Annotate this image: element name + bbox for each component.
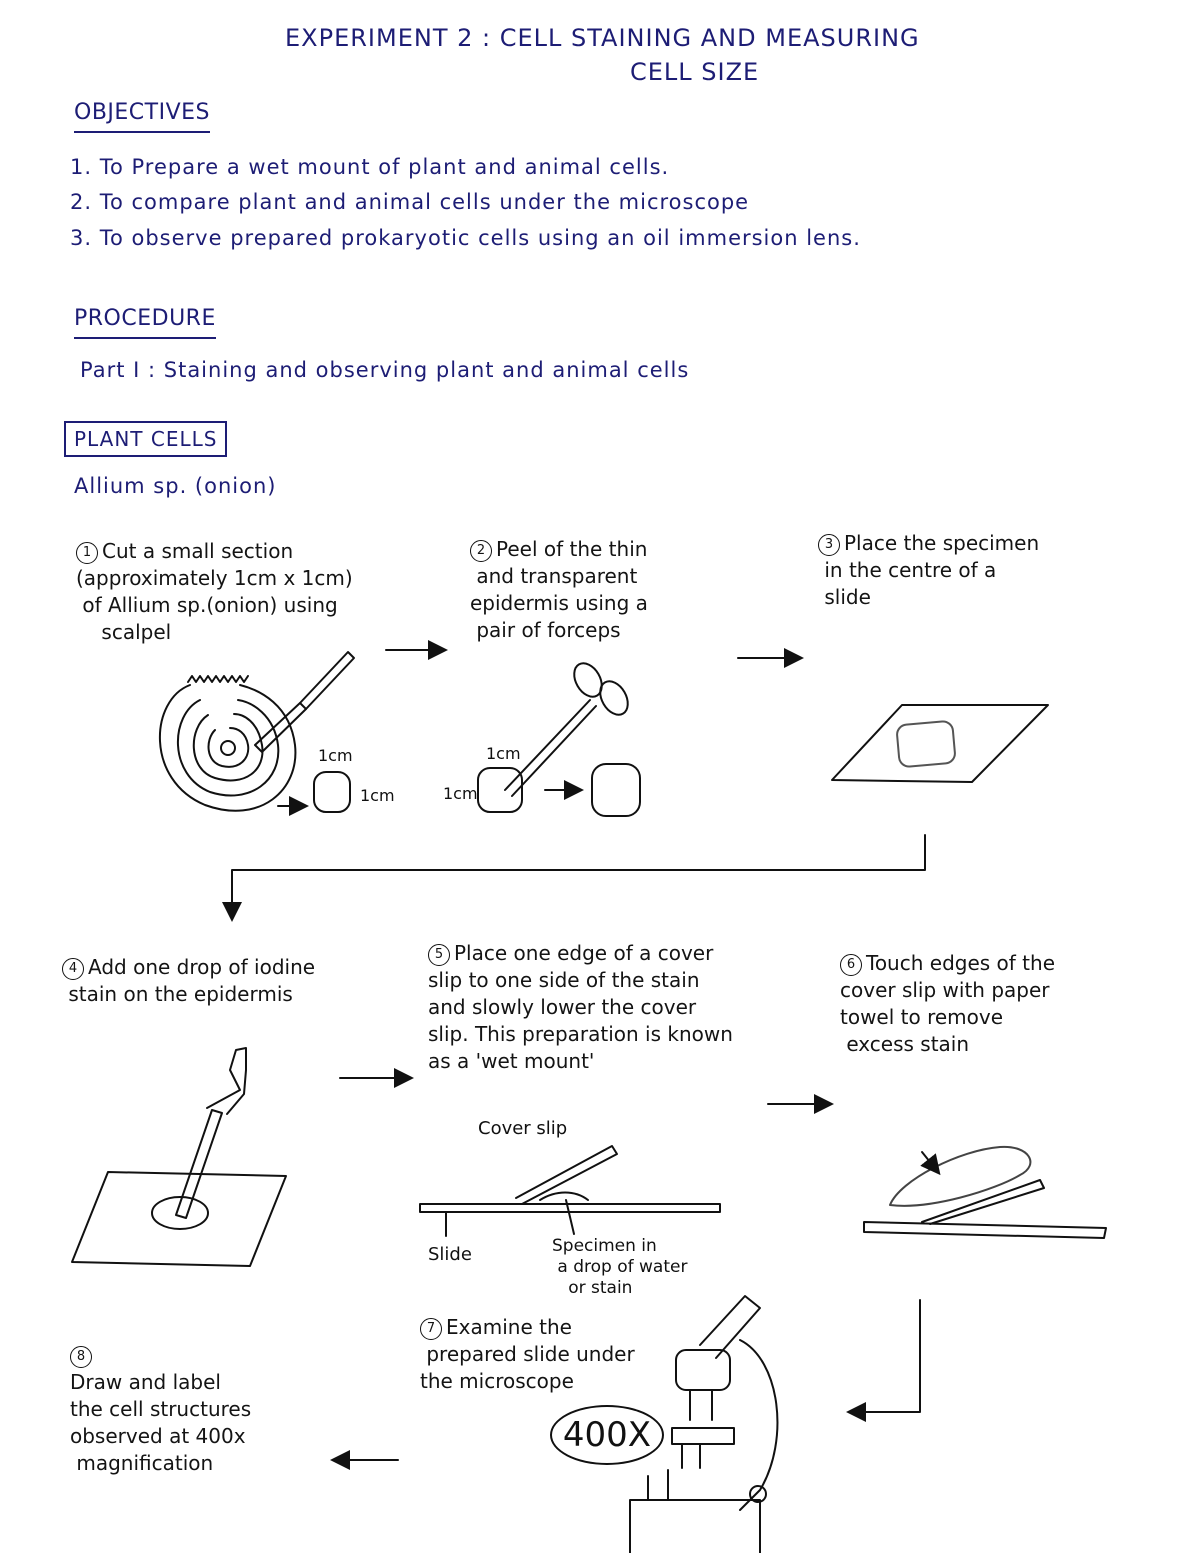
step-number: 1 (76, 542, 98, 564)
step-number: 8 (70, 1346, 92, 1368)
paper-towel-icon (890, 1147, 1030, 1206)
step-text: Place one edge of a cover slip to one side of the stain and slowly lower the cover slip. This preparation is known as a 'wet mount' (428, 941, 733, 1073)
step-number: 5 (428, 944, 450, 966)
part-title: Part I : Staining and observing plant and animal cells (80, 358, 690, 382)
procedure-heading: PROCEDURE (74, 306, 216, 339)
peel-square-icon (478, 768, 522, 812)
species-name: Allium sp. (onion) (74, 474, 277, 498)
experiment-title: EXPERIMENT 2 : CELL STAINING AND MEASURING (285, 24, 920, 52)
specimen-label: Specimen in a drop of water or stain (552, 1236, 688, 1298)
step-text: Draw and label the cell structures observed at 400x magnification (70, 1370, 252, 1475)
cover-slip-icon (516, 1146, 617, 1204)
onion-icon (160, 676, 296, 811)
magnification-badge: 400X (550, 1405, 664, 1465)
objective-item: 1. To Prepare a wet mount of plant and animal cells. (70, 155, 670, 179)
step-number: 3 (818, 534, 840, 556)
peel-cm-top-label: 1cm (486, 744, 521, 763)
specimen-drop-icon (540, 1193, 588, 1201)
objective-item: 3. To observe prepared prokaryotic cells using an oil immersion lens. (70, 226, 861, 250)
step-text: Examine the prepared slide under the microscope (420, 1315, 635, 1393)
onion-cm-side-label: 1cm (360, 786, 395, 805)
section-plant-cells: PLANT CELLS (64, 421, 227, 457)
onion-square-icon (314, 772, 350, 812)
step-number: 4 (62, 958, 84, 980)
objectives-heading: OBJECTIVES (74, 100, 210, 133)
microscope-icon (630, 1296, 777, 1553)
step-number: 7 (420, 1318, 442, 1340)
onion-cm-top-label: 1cm (318, 746, 353, 765)
specimen-icon (896, 721, 955, 768)
specimen-pointer (566, 1200, 574, 1234)
connector-arrow-icon (232, 835, 925, 918)
step-text: Touch edges of the cover slip with paper towel to remove excess stain (840, 951, 1055, 1056)
slide-label: Slide (428, 1244, 472, 1265)
slide-icon (72, 1172, 286, 1266)
dropper-icon (176, 1048, 246, 1218)
scalpel-icon (255, 652, 354, 752)
step-text: Add one drop of iodine stain on the epidermis (68, 955, 316, 1006)
cover-slip-label: Cover slip (478, 1118, 568, 1139)
peel-cm-side-label: 1cm (443, 784, 478, 803)
step-number: 6 (840, 954, 862, 976)
slide-icon (420, 1204, 720, 1212)
slide-icon (864, 1222, 1106, 1238)
connector-arrow-icon (850, 1300, 920, 1412)
experiment-title-line2: CELL SIZE (630, 58, 760, 86)
step-text: Place the specimen in the centre of a slide (824, 531, 1040, 609)
objective-item: 2. To compare plant and animal cells under the microscope (70, 190, 750, 214)
step-number: 2 (470, 540, 492, 562)
peel-result-icon (592, 764, 640, 816)
step-text: Peel of the thin and transparent epidermis using a pair of forceps (470, 537, 648, 642)
step-text: Cut a small section (approximately 1cm x 1cm) of Allium sp.(onion) using scalpel (76, 539, 353, 644)
slide-icon (832, 705, 1048, 782)
forceps-icon (505, 658, 633, 796)
